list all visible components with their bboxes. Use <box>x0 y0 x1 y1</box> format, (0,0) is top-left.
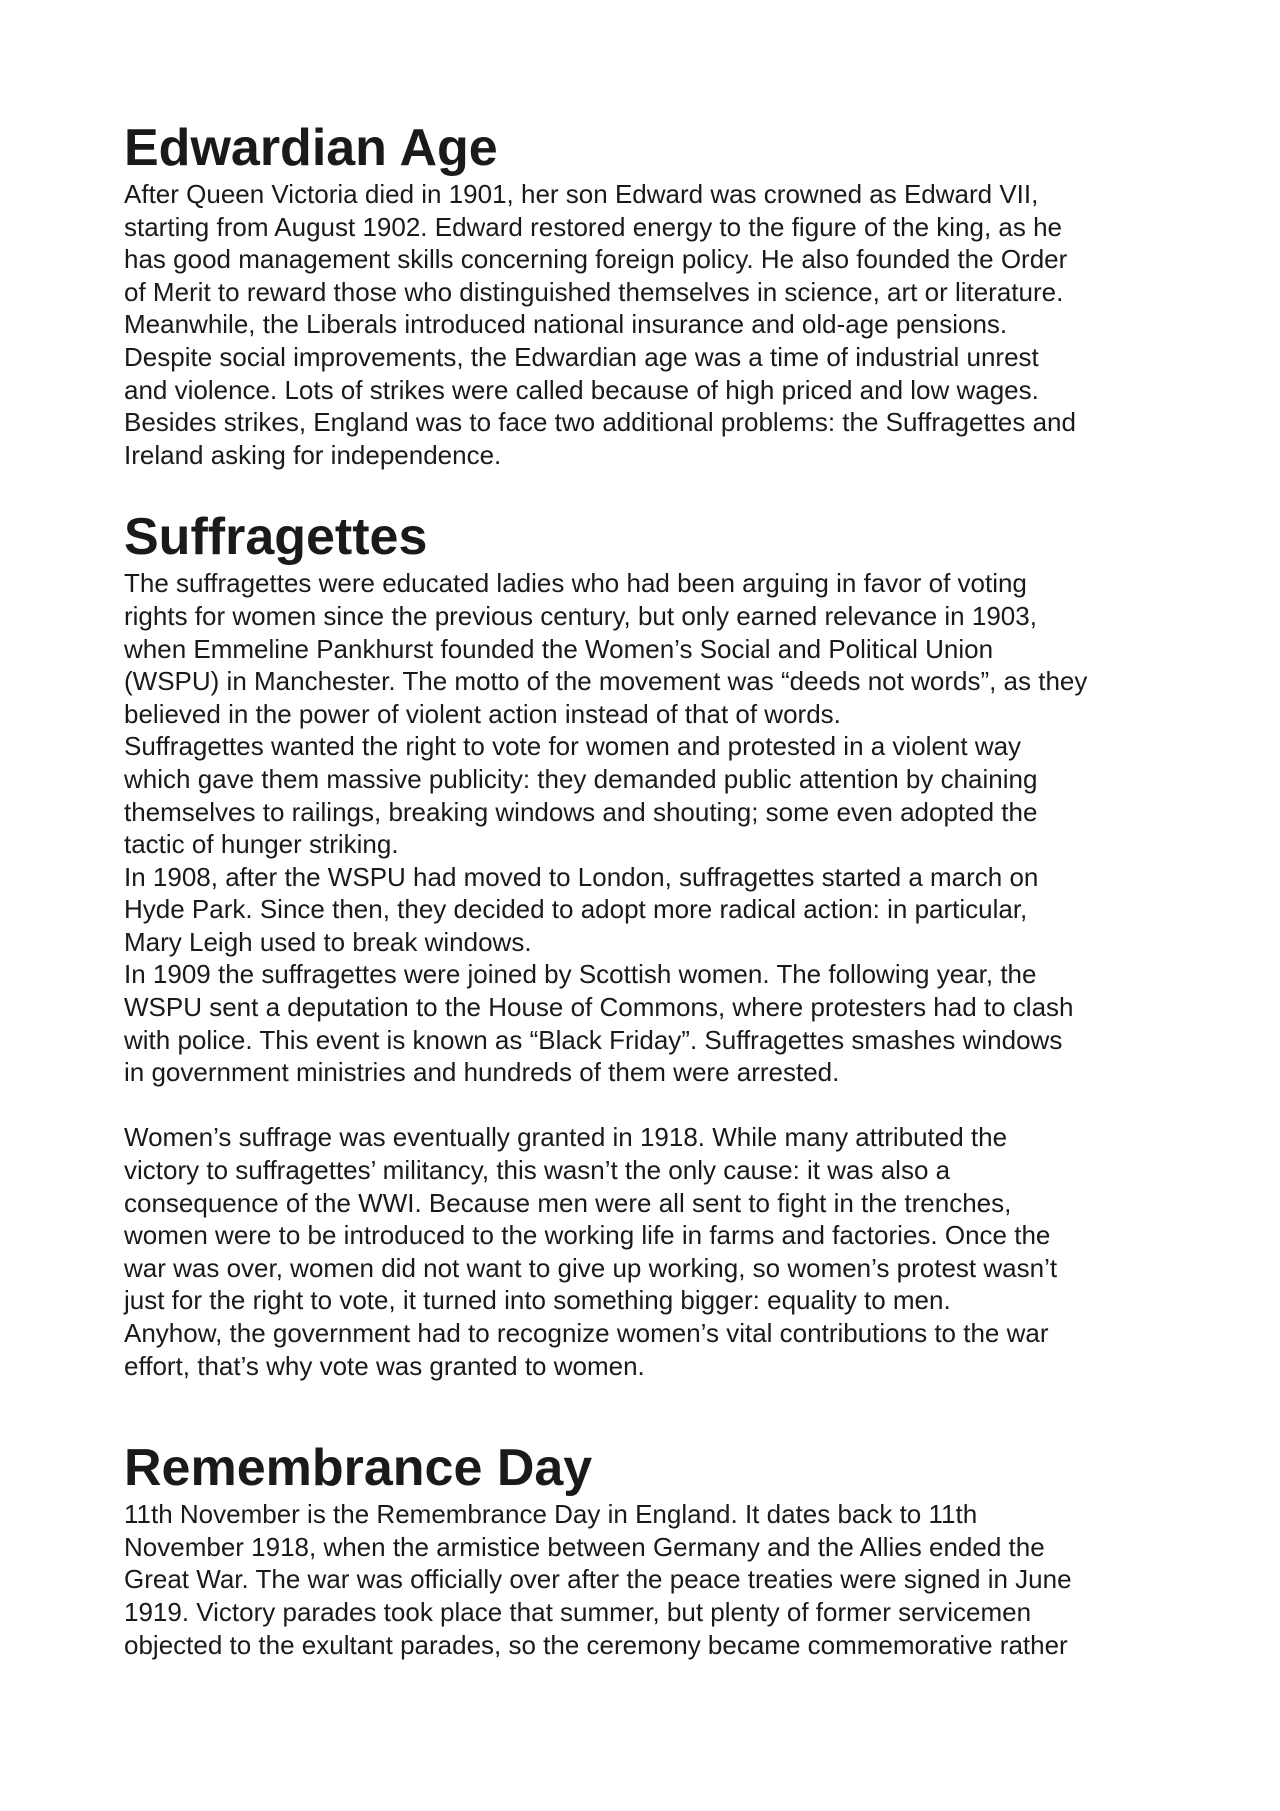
text-line: of Merit to reward those who distinguished themselves in science, art or literature. <box>124 276 1064 307</box>
text-line: objected to the exultant parades, so the ceremony became commemorative rather <box>124 1629 1068 1660</box>
text-line: and violence. Lots of strikes were called because of high priced and low wages. <box>124 374 1039 405</box>
document-page <box>124 118 1184 1661</box>
text-line: Besides strikes, England was to face two additional problems: the Suffragettes and <box>124 407 1076 438</box>
text-line: In 1909 the suffragettes were joined by Scottish women. The following year, the <box>124 959 1037 990</box>
text-line: In 1908, after the WSPU had moved to London, suffragettes started a march on <box>124 861 1039 892</box>
section-body <box>124 1498 1184 1661</box>
text-line: Ireland asking for independence. <box>124 439 502 470</box>
section-remembrance-day <box>124 1438 1184 1661</box>
text-line: Mary Leigh used to break windows. <box>124 926 532 957</box>
text-line: 11th November is the Remembrance Day in England. It dates back to 11th <box>124 1499 978 1530</box>
text-line: The suffragettes were educated ladies who had been arguing in favor of voting <box>124 568 1027 599</box>
text-line: themselves to railings, breaking windows and shouting; some even adopted the <box>124 796 1038 827</box>
text-line: just for the right to vote, it turned into something bigger: equality to men. <box>124 1285 951 1316</box>
text-line: WSPU sent a deputation to the House of Commons, where protesters had to clash <box>124 992 1074 1023</box>
text-line: war was over, women did not want to give up working, so women’s protest wasn’t <box>124 1252 1058 1283</box>
text-line: has good management skills concerning foreign policy. He also founded the Order <box>124 244 1068 275</box>
text-line: victory to suffragettes’ militancy, this wasn’t the only cause: it was also a <box>124 1155 951 1186</box>
text-line: 1919. Victory parades took place that summer, but plenty of former servicemen <box>124 1596 1032 1627</box>
text-line: effort, that’s why vote was granted to women. <box>124 1350 645 1381</box>
section-body <box>124 567 1184 1382</box>
text-line: Women’s suffrage was eventually granted in 1918. While many attributed the <box>124 1122 1008 1153</box>
section-suffragettes <box>124 507 1184 1382</box>
text-line: with police. This event is known as “Black Friday”. Suffragettes smashes windows <box>124 1024 1063 1055</box>
text-line: Meanwhile, the Liberals introduced national insurance and old-age pensions. <box>124 309 1008 340</box>
text-line: Hyde Park. Since then, they decided to adopt more radical action: in particular, <box>124 894 1028 925</box>
paragraph-gap <box>124 1089 1184 1122</box>
text-line: believed in the power of violent action instead of that of words. <box>124 698 841 729</box>
text-line: which gave them massive publicity: they demanded public attention by chaining <box>124 763 1038 794</box>
text-line: Despite social improvements, the Edwardian age was a time of industrial unrest <box>124 341 1039 372</box>
text-line: After Queen Victoria died in 1901, her son Edward was crowned as Edward VII, <box>124 179 1039 209</box>
section-title: Edwardian Age <box>124 119 498 177</box>
section-title: Suffragettes <box>124 508 428 567</box>
text-line: starting from August 1902. Edward restored energy to the figure of the king, as he <box>124 211 1062 242</box>
text-line: tactic of hunger striking. <box>124 829 399 860</box>
text-line: November 1918, when the armistice between Germany and the Allies ended the <box>124 1531 1045 1562</box>
text-line: when Emmeline Pankhurst founded the Women’s Social and Political Union <box>124 633 994 664</box>
section-body <box>124 178 1184 471</box>
text-line: Great War. The war was officially over after the peace treaties were signed in June <box>124 1564 1072 1595</box>
text-line: women were to be introduced to the working life in farms and factories. Once the <box>124 1220 1051 1251</box>
text-line: Suffragettes wanted the right to vote for women and protested in a violent way <box>124 731 1022 762</box>
text-line: Anyhow, the government had to recognize women’s vital contributions to the war <box>124 1318 1049 1348</box>
text-line: consequence of the WWI. Because men were all sent to fight in the trenches, <box>124 1187 1012 1218</box>
text-line: rights for women since the previous century, but only earned relevance in 1903, <box>124 600 1037 631</box>
text-line: in government ministries and hundreds of them were arrested. <box>124 1057 840 1088</box>
section-title: Remembrance Day <box>124 1439 593 1498</box>
section-edwardian-age <box>124 118 1184 471</box>
text-line: (WSPU) in Manchester. The motto of the movement was “deeds not words”, as they <box>124 666 1088 697</box>
